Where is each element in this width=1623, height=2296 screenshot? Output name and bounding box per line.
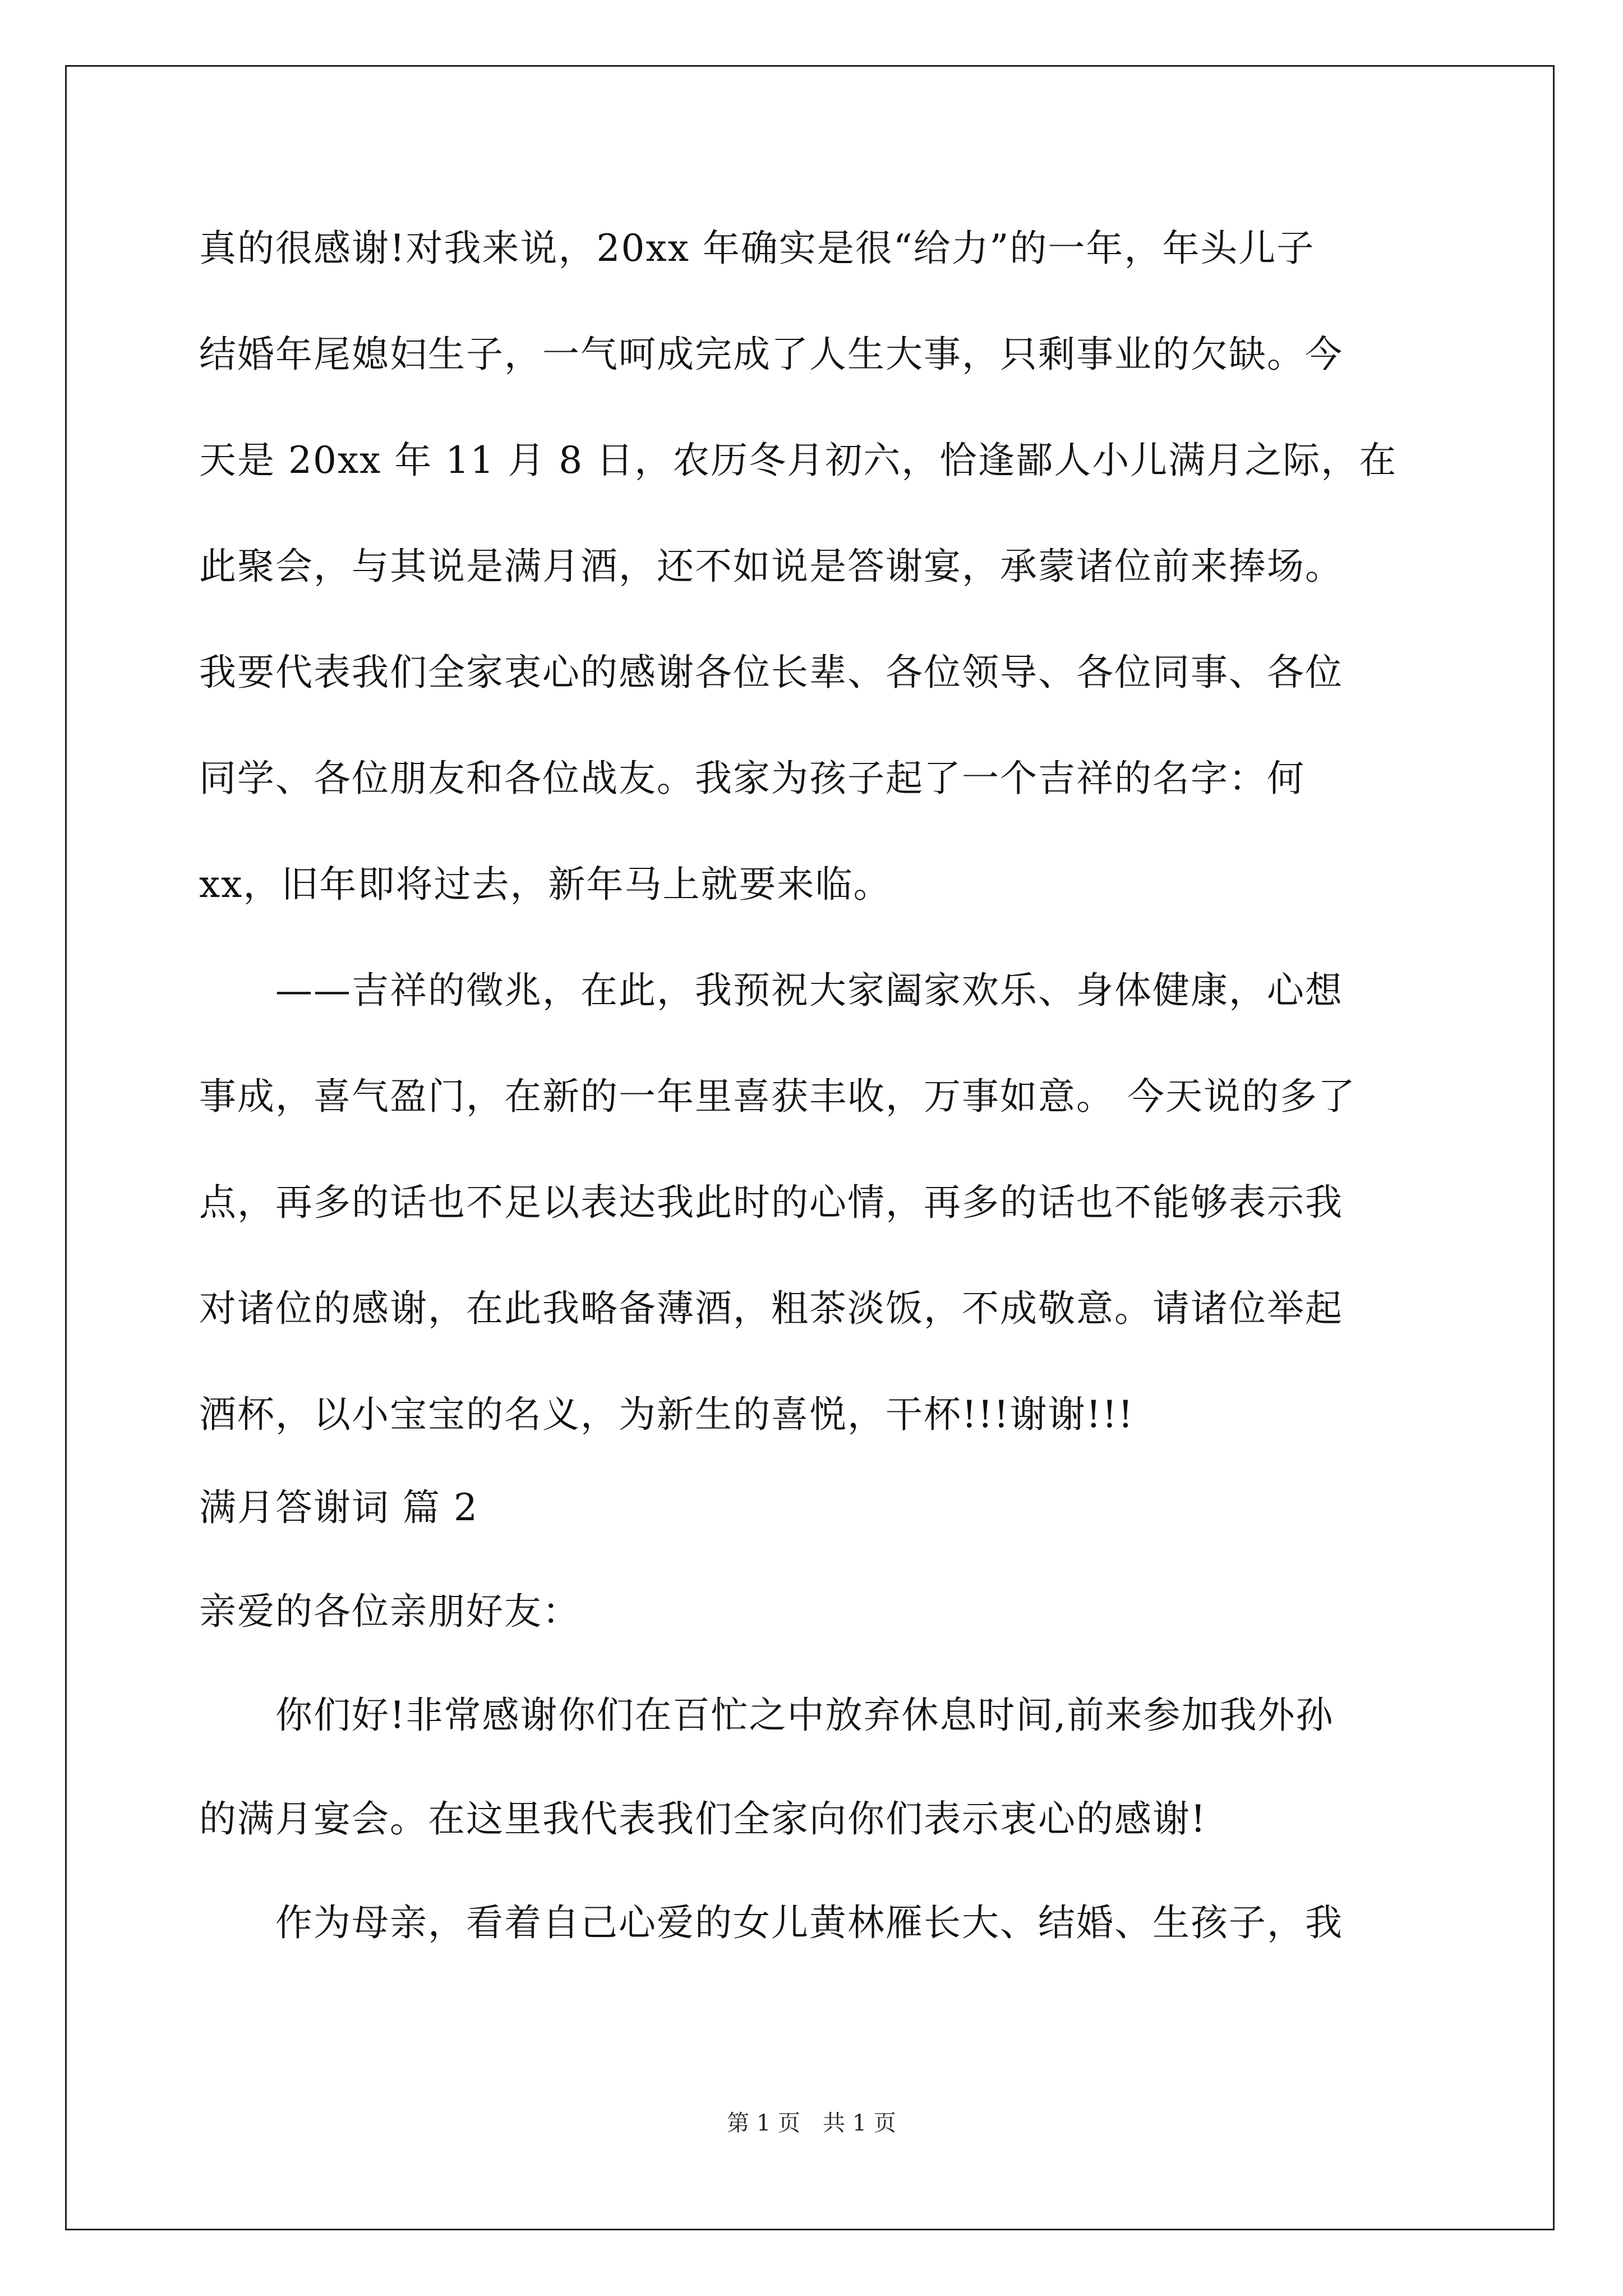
body-line-6: 同学、各位朋友和各位战友。我家为孩子起了一个吉祥的名字：何 <box>199 757 1305 800</box>
body-line-8: ——吉祥的徵兆，在此，我预祝大家阖家欢乐、身体健康，心想 <box>199 969 1343 1012</box>
section-heading: 满月答谢词 篇 2 <box>199 1486 478 1529</box>
body-line-3: 天是 20xx 年 11 月 8 日，农历冬月初六，恰逢鄙人小儿满月之际，在 <box>199 439 1398 482</box>
salutation: 亲爱的各位亲朋好友： <box>199 1590 580 1633</box>
body-line-16: 的满月宴会。在这里我代表我们全家向你们表示衷心的感谢! <box>199 1797 1207 1841</box>
body-line-11: 对诸位的感谢，在此我略备薄酒，粗茶淡饭，不成敬意。请诸位举起 <box>199 1287 1343 1330</box>
body-line-2: 结婚年尾媳妇生子，一气呵成完成了人生大事，只剩事业的欠缺。今 <box>199 333 1343 376</box>
body-line-17: 作为母亲，看着自己心爱的女儿黄林雁长大、结婚、生孩子，我 <box>199 1901 1343 1944</box>
page-footer: 第 1 页 共 1 页 <box>727 2110 896 2136</box>
body-line-9: 事成，喜气盈门，在新的一年里喜获丰收，万事如意。 今天说的多了 <box>199 1075 1356 1118</box>
body-line-1: 真的很感谢!对我来说，20xx 年确实是很“给力”的一年，年头儿子 <box>199 227 1315 270</box>
body-line-5: 我要代表我们全家衷心的感谢各位长辈、各位领导、各位同事、各位 <box>199 651 1343 694</box>
body-line-12: 酒杯，以小宝宝的名义，为新生的喜悦，干杯!!!谢谢!!! <box>199 1393 1135 1436</box>
body-line-15: 你们好!非常感谢你们在百忙之中放弃休息时间,前来参加我外孙 <box>199 1694 1334 1737</box>
body-line-4: 此聚会，与其说是满月酒，还不如说是答谢宴，承蒙诸位前来捧场。 <box>199 545 1343 588</box>
body-line-7: xx，旧年即将过去，新年马上就要来临。 <box>199 863 892 906</box>
body-line-10: 点，再多的话也不足以表达我此时的心情，再多的话也不能够表示我 <box>199 1181 1343 1224</box>
